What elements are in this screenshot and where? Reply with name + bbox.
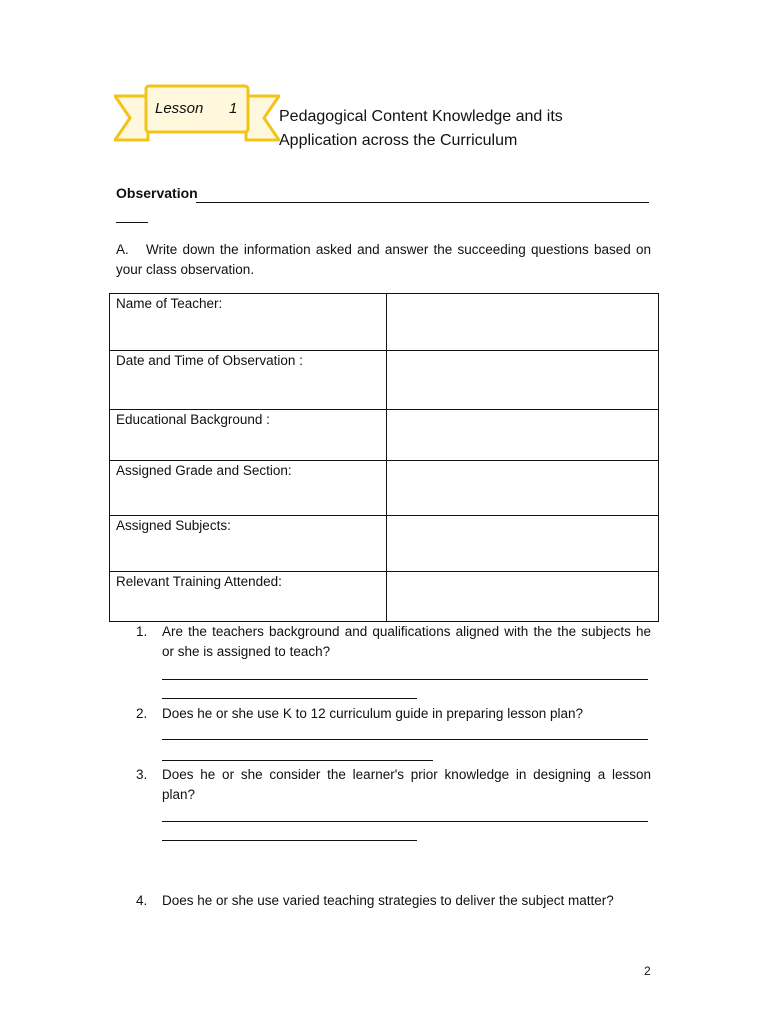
- title-line-1: Pedagogical Content Knowledge and its: [279, 108, 563, 125]
- question-text: Does he or she use varied teaching strategies to deliver the subject matter?: [162, 893, 614, 908]
- question-4: [116, 891, 651, 911]
- date-time-label: Date and Time of Observation :: [110, 351, 387, 410]
- observation-info-table: [109, 293, 659, 622]
- question-3: [116, 765, 651, 805]
- question-number: 2.: [136, 706, 148, 721]
- question-text: Does he or she consider the learner's prior knowledge in designing a lesson plan?: [162, 767, 651, 802]
- educational-background-field[interactable]: [387, 410, 659, 461]
- lesson-label: [146, 97, 246, 123]
- answer-line[interactable]: [162, 698, 417, 699]
- page-number: 2: [644, 964, 651, 978]
- training-attended-label: Relevant Training Attended:: [110, 572, 387, 622]
- educational-background-label: Educational Background :: [110, 410, 387, 461]
- grade-section-label: Assigned Grade and Section:: [110, 461, 387, 516]
- observation-section: [116, 185, 652, 201]
- training-attended-field[interactable]: [387, 572, 659, 622]
- lesson-word: Lesson: [155, 100, 204, 117]
- table-row: [110, 516, 659, 572]
- question-2: [116, 704, 651, 724]
- grade-section-field[interactable]: [387, 461, 659, 516]
- table-row: [110, 351, 659, 410]
- lesson-number: 1: [229, 100, 238, 117]
- instruction-a: [116, 240, 651, 280]
- title-line-2: Application across the Curriculum: [279, 132, 518, 149]
- date-time-field[interactable]: [387, 351, 659, 410]
- answer-line[interactable]: [162, 739, 648, 740]
- question-number: 4.: [136, 893, 148, 908]
- answer-line[interactable]: [162, 840, 417, 841]
- answer-line[interactable]: [162, 821, 648, 822]
- instruction-text: Write down the information asked and answer the succeeding questions based on your class observation.: [116, 242, 651, 277]
- observation-label: Observation: [116, 185, 198, 201]
- instruction-letter: A.: [116, 242, 129, 257]
- table-row: [110, 572, 659, 622]
- observation-blank-line-cont[interactable]: [116, 222, 148, 223]
- answer-line[interactable]: [162, 760, 433, 761]
- assigned-subjects-label: Assigned Subjects:: [110, 516, 387, 572]
- table-row: [110, 461, 659, 516]
- question-text: Does he or she use K to 12 curriculum guide in preparing lesson plan?: [162, 706, 583, 721]
- question-number: 1.: [136, 624, 148, 639]
- answer-line[interactable]: [162, 679, 648, 680]
- question-number: 3.: [136, 767, 148, 782]
- table-row: [110, 294, 659, 351]
- observation-blank-line[interactable]: [196, 202, 649, 203]
- question-text: Are the teachers background and qualifications aligned with the the subjects he or she is assigned to teach?: [162, 624, 651, 659]
- lesson-title: [279, 105, 563, 153]
- teacher-name-label: Name of Teacher:: [110, 294, 387, 351]
- table-row: [110, 410, 659, 461]
- teacher-name-field[interactable]: [387, 294, 659, 351]
- assigned-subjects-field[interactable]: [387, 516, 659, 572]
- question-1: [116, 622, 651, 662]
